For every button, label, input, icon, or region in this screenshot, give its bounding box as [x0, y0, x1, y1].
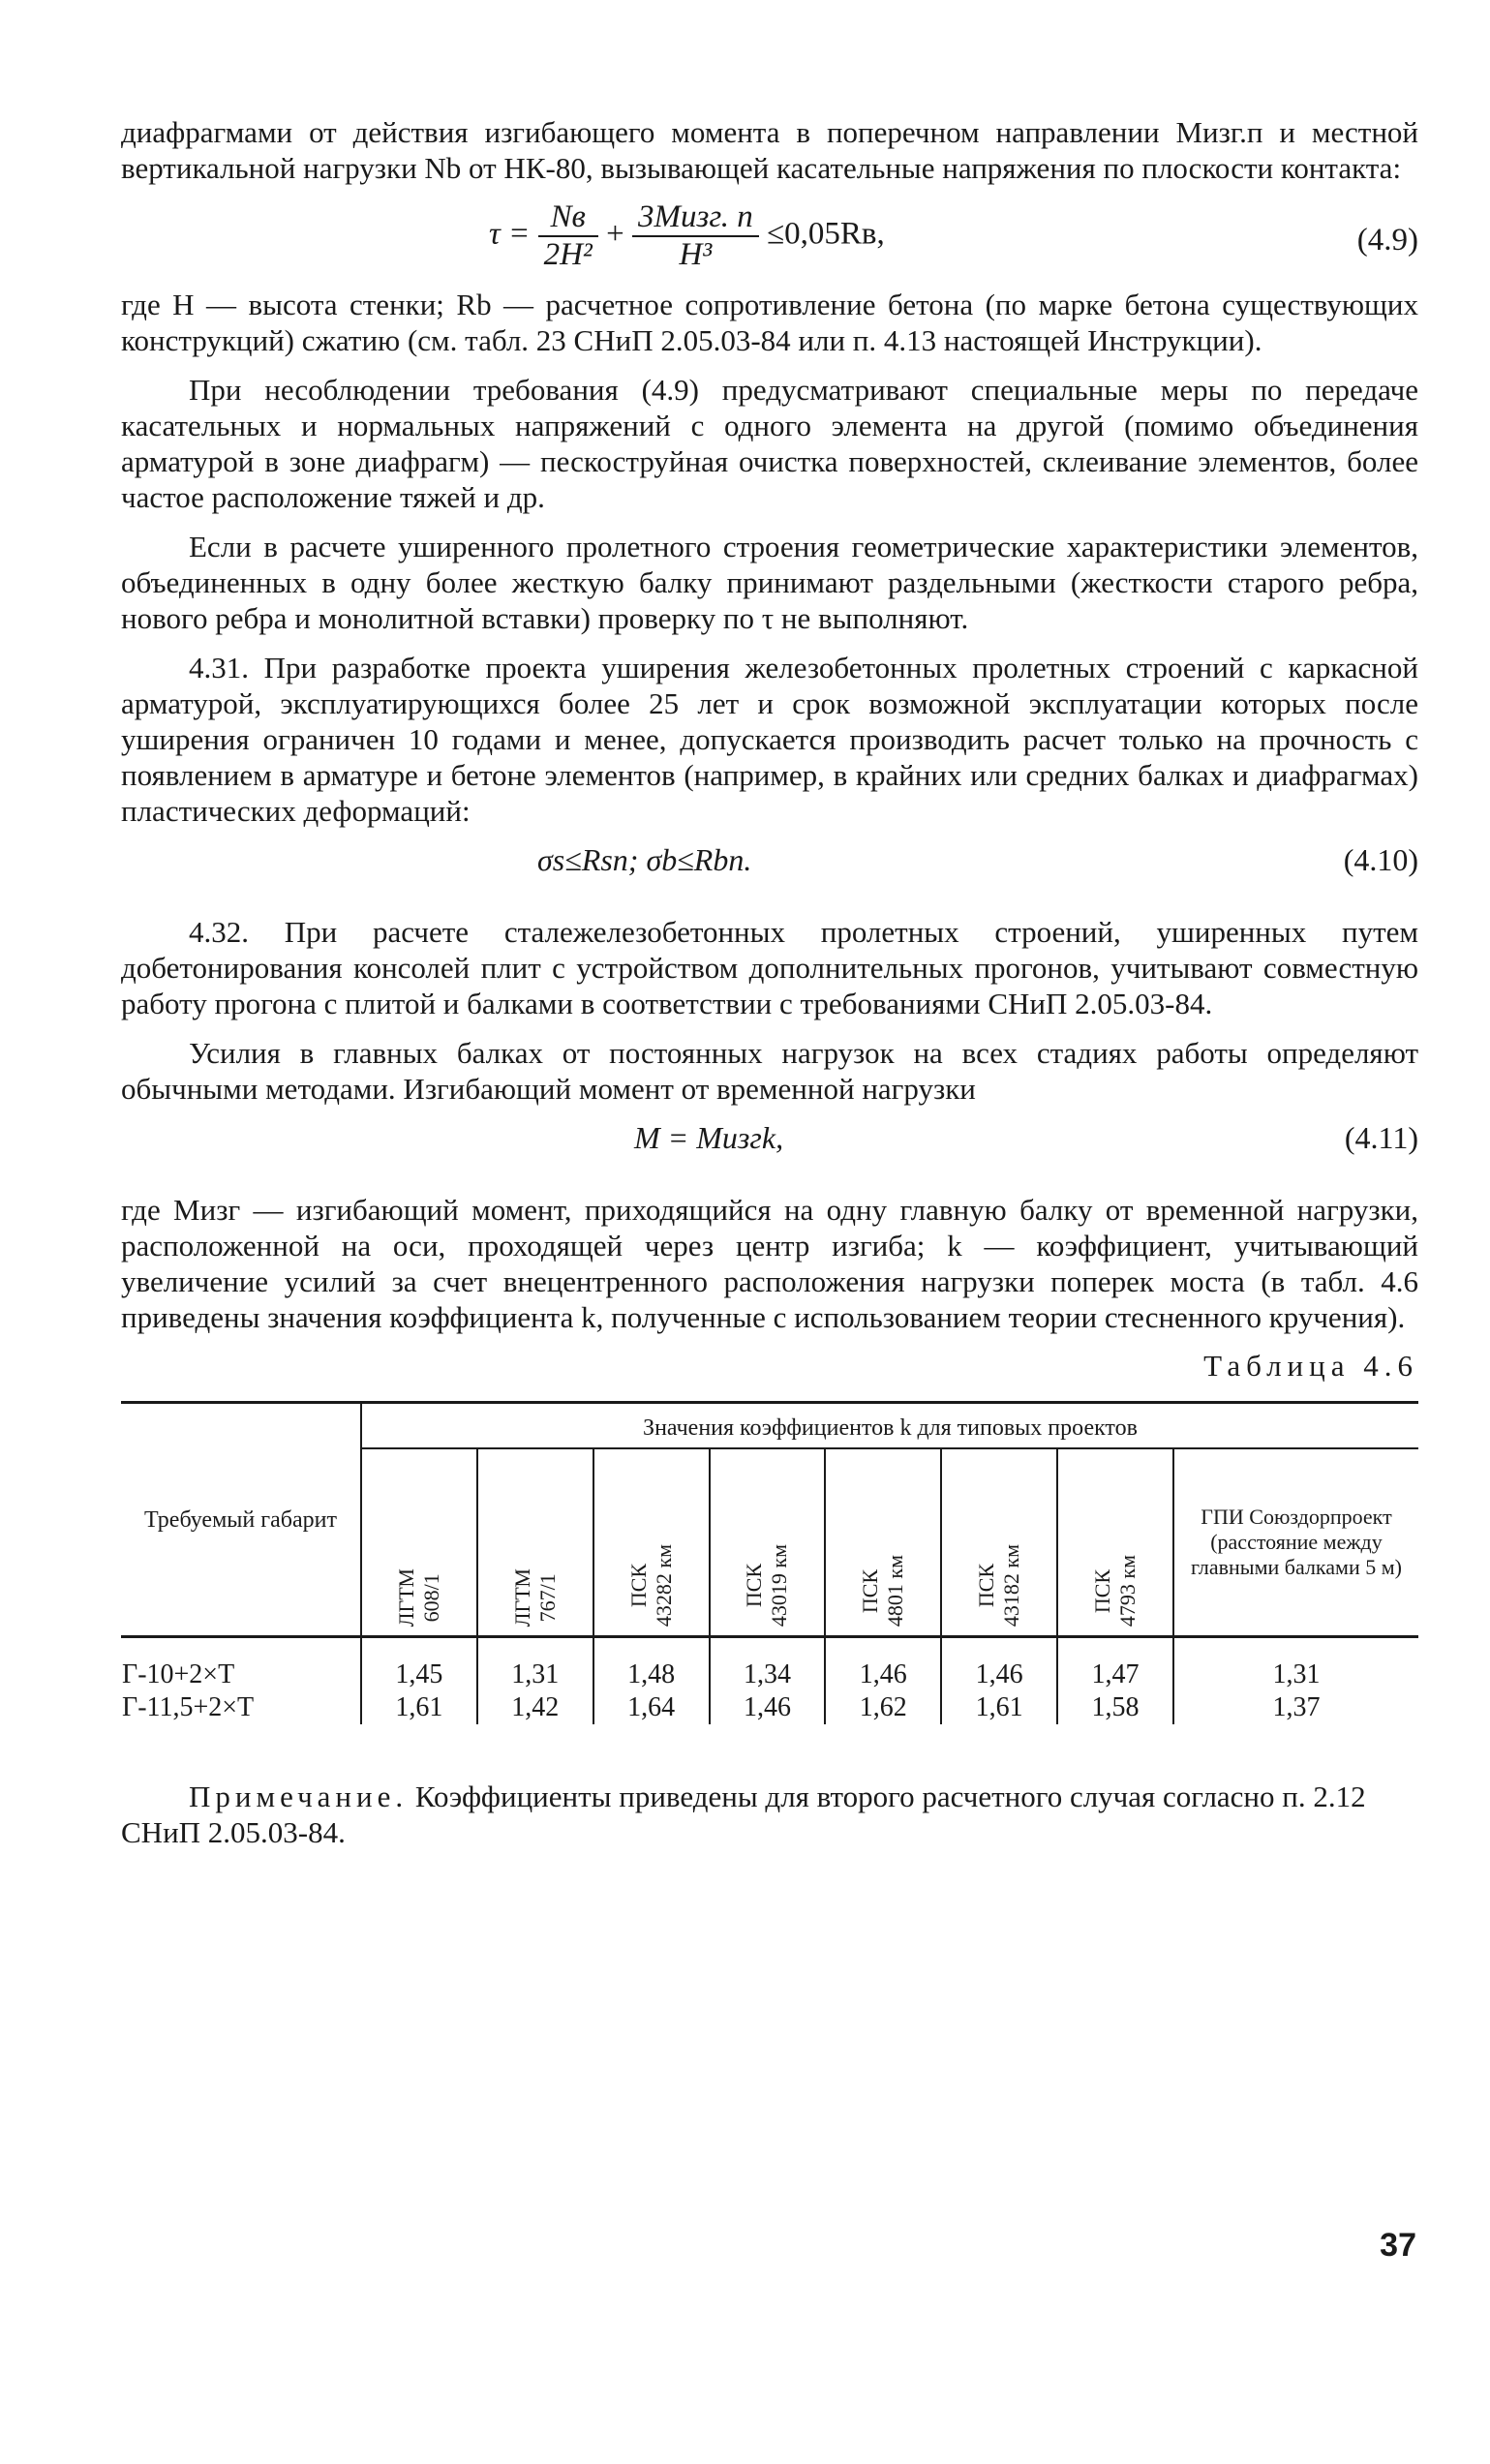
fraction-2-denominator: H³ [679, 237, 713, 272]
note-text: Коэффициенты приведены для второго расчетного случая согласно п. 2.12 СНиП 2.05.03-84. [121, 1780, 1366, 1849]
formula-4-9-expression [489, 199, 885, 273]
formula-4-11-expression: M = Mизгk, [634, 1120, 784, 1155]
last-column-header: ГПИ Союздорпроект (расстояние между главными балками 5 м) [1173, 1448, 1418, 1637]
table-row [121, 1637, 1418, 1692]
column-header [825, 1448, 941, 1637]
coefficients-table [121, 1401, 1418, 1724]
column-header-text: ПСК 43019 км [742, 1543, 792, 1627]
table-cell: 1,47 [1057, 1637, 1173, 1692]
table-cell: 1,64 [593, 1691, 710, 1724]
table-cell: 1,61 [361, 1691, 477, 1724]
formula-4-11 [121, 1120, 1418, 1171]
table-cell: 1,61 [941, 1691, 1057, 1724]
table-cell: 1,46 [941, 1637, 1057, 1692]
formula-4-10-expression: σs≤Rsn; σb≤Rbn. [537, 842, 752, 877]
formula-4-11-number: (4.11) [1344, 1120, 1418, 1155]
note-label: Примечание. [189, 1780, 409, 1813]
column-header-text: ПСК 43282 км [625, 1543, 676, 1627]
paragraph-requirement: При несоблюдении требования (4.9) предусматривают специальные меры по передаче касательных и нормальных напряжений с одного элемента на другой (помимо объединения арматурой в зоне диафрагм) — пескоструйная очистка поверхностей, склеивание элементов, более частое расположение тяжей и др. [121, 373, 1418, 514]
page-number: 37 [1380, 2227, 1416, 2264]
column-header [710, 1448, 826, 1637]
formula-4-10 [121, 842, 1418, 893]
formula-4-10-number: (4.10) [1343, 842, 1418, 877]
column-header [477, 1448, 593, 1637]
table-cell: 1,46 [710, 1691, 826, 1724]
table-cell: 1,62 [825, 1691, 941, 1724]
table-header-row-1 [121, 1403, 1418, 1449]
column-header [361, 1448, 477, 1637]
column-header [593, 1448, 710, 1637]
page-body [121, 114, 1418, 1880]
table-note [121, 1779, 1418, 1850]
row-header: Требуемый габарит [144, 1506, 337, 1533]
paragraph-where-m: где Mизг — изгибающий момент, приходящийся на одну главную балку от временной нагрузки, расположенной на оси, проходящей через центр изгиба; k — коэффициент, учитывающий увеличение усилий за счет внецентренного расположения нагрузки поперек моста (в табл. 4.6 приведены значения коэффициента k, полученные с использованием теории стесненного кручения). [121, 1193, 1418, 1334]
group-header: Значения коэффициентов k для типовых проектов [361, 1403, 1418, 1449]
table-cell: 1,48 [593, 1637, 710, 1692]
fraction-2-numerator: 3Mизг. п [632, 199, 759, 237]
table-row [121, 1691, 1418, 1724]
row-label: Г-11,5+2×Т [122, 1692, 255, 1722]
paragraph-4-31: 4.31. При разработке проекта уширения железобетонных пролетных строений с каркасной арматурой, эксплуатирующихся более 25 лет и срок возможной эксплуатации которых после уширения ограничен 10 годами и менее, допускается производить расчет только на прочность с появлением в арматуре и бетоне элементов (например, в крайних или средних балках и диафрагмах) пластических деформаций: [121, 651, 1418, 828]
table-cell: 1,46 [825, 1637, 941, 1692]
column-header-text: ПСК 4801 км [858, 1554, 908, 1627]
column-header [1057, 1448, 1173, 1637]
paragraph-if-calculation: Если в расчете уширенного пролетного строения геометрические характеристики элементов, объединенных в одну более жесткую балку принимают раздельными (жесткости старого ребра, нового ребра и монолитной вставки) проверку по τ не выполняют. [121, 530, 1418, 635]
paragraph-where-h: где H — высота стенки; Rb — расчетное сопротивление бетона (по марке бетона существующих конструкций) сжатию (см. табл. 23 СНиП 2.05.03-84 или п. 4.13 настоящей Инструкции). [121, 288, 1418, 357]
column-header-text: ЛГТМ 608/1 [393, 1567, 443, 1627]
fraction-1-denominator: 2H² [543, 237, 593, 272]
formula-rhs: ≤0,05Rв, [767, 216, 885, 252]
column-header-text: ПСК 43182 км [974, 1543, 1024, 1627]
paragraph-intro: диафрагмами от действия изгибающего момента в поперечном направлении Mизг.п и местной вертикальной нагрузки Nb от НК-80, вызывающей касательные напряжения по плоскости контакта: [121, 115, 1418, 185]
table-cell: 1,31 [1173, 1637, 1418, 1692]
formula-plus: + [606, 216, 624, 252]
column-header-text: ПСК 4793 км [1090, 1554, 1140, 1627]
table-cell: 1,31 [477, 1637, 593, 1692]
row-label: Г-10+2×Т [122, 1659, 235, 1689]
formula-lhs: τ = [489, 216, 531, 252]
table-caption: Таблица 4.6 [1203, 1349, 1418, 1383]
formula-4-9 [121, 199, 1418, 287]
fraction-2 [632, 199, 759, 273]
column-header [941, 1448, 1057, 1637]
table-cell: 1,34 [710, 1637, 826, 1692]
table-cell: 1,42 [477, 1691, 593, 1724]
formula-4-9-number: (4.9) [1356, 223, 1418, 258]
table-cell: 1,58 [1057, 1691, 1173, 1724]
column-header-text: ЛГТМ 767/1 [509, 1567, 560, 1627]
paragraph-4-32: 4.32. При расчете сталежелезобетонных пролетных строений, уширенных путем добетонирования консолей плит с устройством дополнительных прогонов, учитывают совместную работу прогона с плитой и балками в соответствии с требованиями СНиП 2.05.03-84. [121, 915, 1418, 1020]
table-cell: 1,37 [1173, 1691, 1418, 1724]
paragraph-forces: Усилия в главных балках от постоянных нагрузок на всех стадиях работы определяют обычными методами. Изгибающий момент от временной нагрузки [121, 1036, 1418, 1106]
table-cell: 1,45 [361, 1637, 477, 1692]
fraction-1-numerator: Nв [538, 199, 598, 237]
fraction-1 [538, 199, 598, 273]
